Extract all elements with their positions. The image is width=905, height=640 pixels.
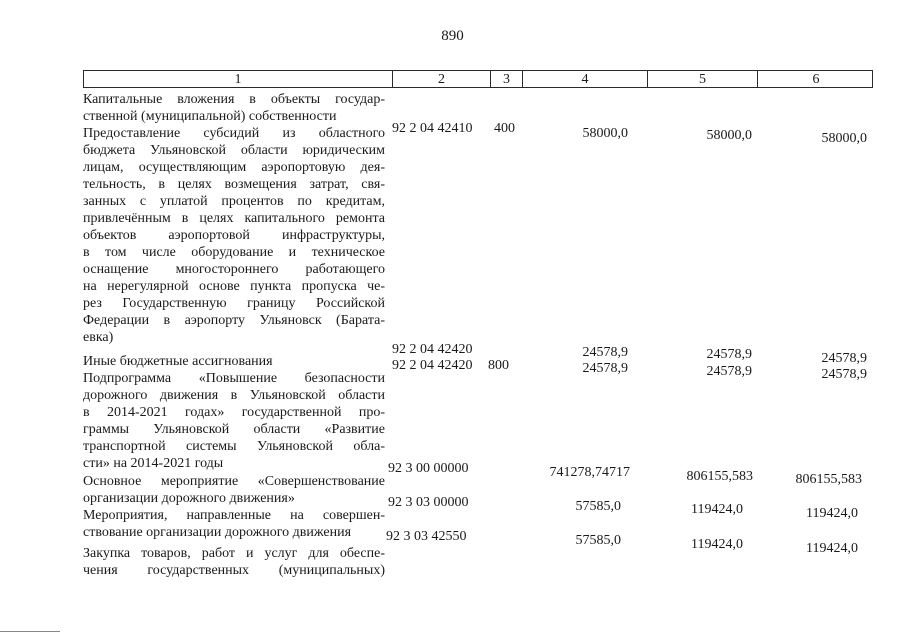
page-edge-line [0,631,60,632]
row-code: 92 3 03 42550 [386,529,467,544]
table-header [83,70,873,88]
header-col-2: 2 [392,71,490,87]
row-value-6: 119424,0 [806,541,858,556]
table-row-desc: Иные бюджетные ассигнования [83,354,273,369]
row-code: 92 2 04 42410 [392,121,473,136]
header-col-1: 1 [234,72,242,87]
table-row-desc: Подпрограмма «Повышение безопасности дорожного движения в Ульяновской области в 2014-2021 годах» государственной про- граммы Ульяновской области «Развитие транспортной системы Ульяновской обла- сти» на 2014-2021 годы [83,371,385,471]
row-value-5: 24578,9 [706,364,752,379]
row-value-5: 806155,583 [686,469,753,484]
table-row-desc: Мероприятия, направленные на совершен- ствование организации дорожного движения [83,508,385,540]
row-code: 92 3 00 00000 [388,461,469,476]
table-row-desc: Предоставление субсидий из областного бюджета Ульяновской области юридическим лицам, осуществляющим аэропортовую дея- тельность, в целях возмещения затрат, свя- занных с уплатой процентов по кредитам, привлечённым в целях капитального ремонта объектов аэропортовой инфраструктуры, в том числе оборудование и техническое оснащение многостороннего работающего на нерегулярной основе пункта пропуска че- рез Государственную границу Российской Федерации в аэропорту Ульяновск (Барата- евка) [83,126,385,345]
row-value-4: 24578,9 [582,361,628,376]
table-row-desc: Основное мероприятие «Совершенствование организации дорожного движения» [83,474,385,506]
row-value-5: 24578,9 [706,347,752,362]
header-col-3: 3 [490,71,522,87]
row-value-4: 57585,0 [575,533,621,548]
table-row-desc: Закупка товаров, работ и услуг для обеспе- чения государственных (муниципальных) [83,546,385,578]
table-row-desc: Капитальные вложения в объекты государ- ственной (муниципальной) собственности [83,92,385,124]
page-number: 890 [441,28,464,44]
row-value-5: 119424,0 [691,537,743,552]
header-col-4: 4 [522,71,647,87]
header-col-6: 6 [757,71,874,87]
row-code: 92 3 03 00000 [388,495,469,510]
row-type: 800 [488,358,509,373]
row-value-6: 24578,9 [821,351,867,366]
row-value-4: 58000,0 [582,126,628,141]
row-value-5: 119424,0 [691,502,743,517]
row-code: 92 2 04 42420 [392,358,473,373]
row-value-5: 58000,0 [706,128,752,143]
row-value-6: 806155,583 [795,472,862,487]
header-col-5: 5 [647,71,757,87]
row-type: 400 [494,121,515,136]
row-value-6: 24578,9 [821,367,867,382]
row-value-6: 58000,0 [821,131,867,146]
row-value-6: 119424,0 [806,506,858,521]
row-value-4: 24578,9 [582,345,628,360]
row-code: 92 2 04 42420 [392,342,473,357]
row-value-4: 741278,74717 [549,465,630,480]
row-value-4: 57585,0 [575,499,621,514]
